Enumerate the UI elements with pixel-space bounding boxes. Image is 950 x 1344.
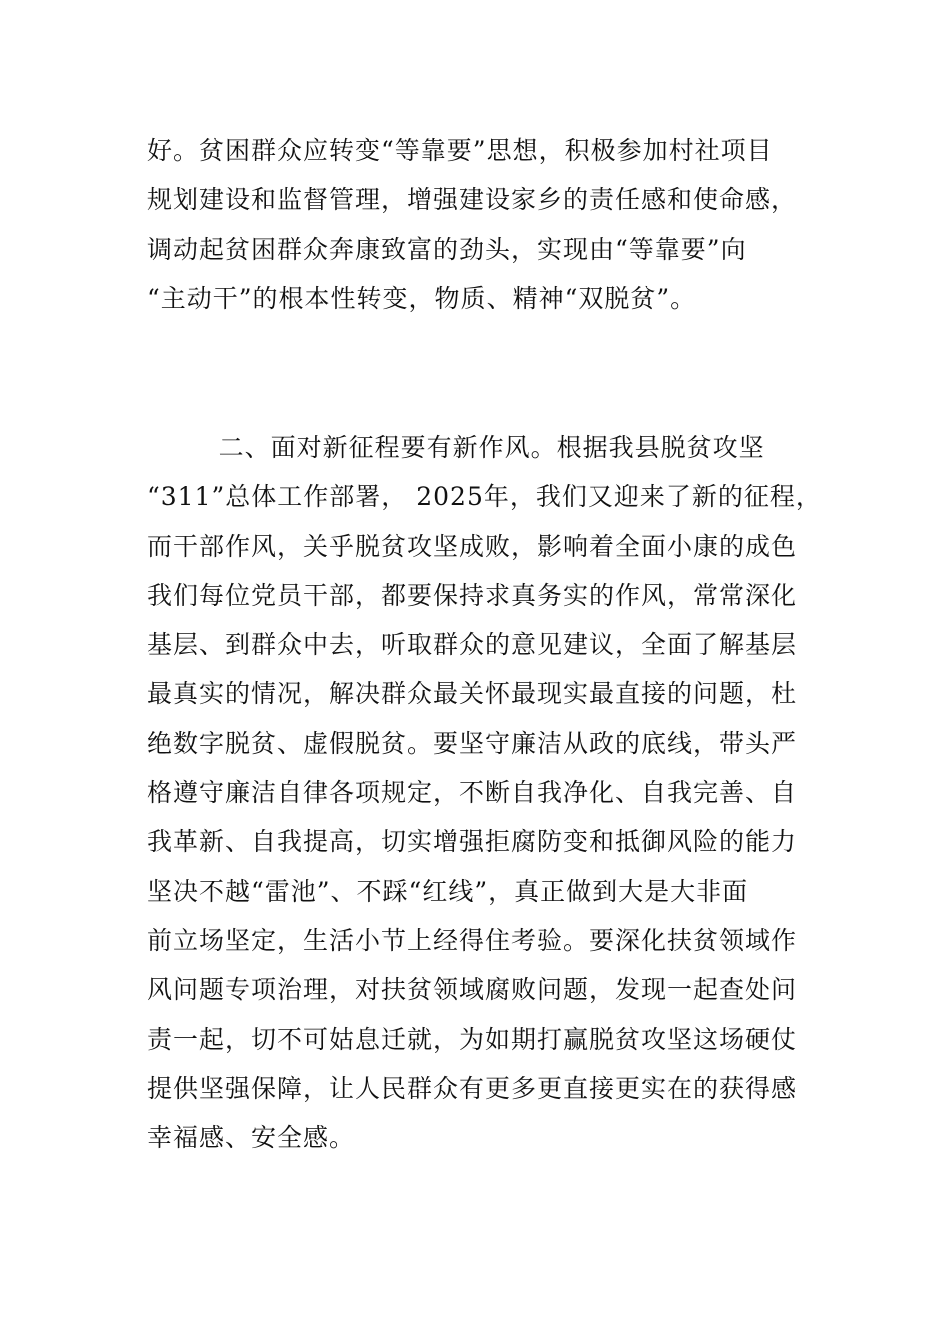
paragraph-line: “主动干”的根本性转变，物质、精神“双脱贫”。 — [147, 283, 697, 313]
paragraph-line: 规划建设和监督管理，增强建设家乡的责任感和使命感， — [147, 185, 798, 215]
paragraph-line: 我们每位党员干部，都要保持求真务实的作风，常常深化 — [147, 580, 798, 610]
paragraph-line: 责一起，切不可姑息迁就，为如期打赢脱贫攻坚这场硬仗 — [147, 1024, 798, 1054]
paragraph-2 — [147, 423, 847, 1162]
paragraph-line: 坚决不越“雷池”、不踩“红线”，真正做到大是大非面 — [147, 876, 749, 906]
paragraph-line: 我革新、自我提高，切实增强拒腐防变和抵御风险的能力 — [147, 827, 798, 857]
paragraph-line: 格遵守廉洁自律各项规定，不断自我净化、自我完善、自 — [147, 778, 798, 808]
paragraph-line: 最真实的情况，解决群众最关怀最现实最直接的问题，杜 — [147, 679, 798, 709]
paragraph-line: 二、面对新征程要有新作风。根据我县脱贫攻坚 — [147, 433, 765, 462]
paragraph-line: 幸福感、安全感。 — [147, 1123, 356, 1153]
paragraph-line: 基层、到群众中去，听取群众的意见建议，全面了解基层 — [147, 630, 798, 660]
paragraph-line: 风问题专项治理，对扶贫领域腐败问题，发现一起查处问 — [147, 975, 798, 1005]
paragraph-line: 而干部作风，关乎脱贫攻坚成败，影响着全面小康的成色 — [147, 531, 798, 561]
paragraph-line: 调动起贫困群众奔康致富的劲头，实现由“等靠要”向 — [147, 234, 747, 264]
paragraph-line: 前立场坚定，生活小节上经得住考验。要深化扶贫领域作 — [147, 925, 798, 955]
paragraph-line: 提供坚强保障，让人民群众有更多更直接更实在的获得感 — [147, 1073, 798, 1103]
paragraph-1 — [147, 126, 847, 323]
paragraph-line: “311”总体工作部署， 2025年，我们又迎来了新的征程， — [147, 482, 822, 512]
paragraph-line: 绝数字脱贫、虚假脱贫。要坚守廉洁从政的底线，带头严 — [147, 728, 798, 758]
paragraph-line: 好。贫困群众应转变“等靠要”思想，积极参加村社项目 — [147, 136, 773, 165]
